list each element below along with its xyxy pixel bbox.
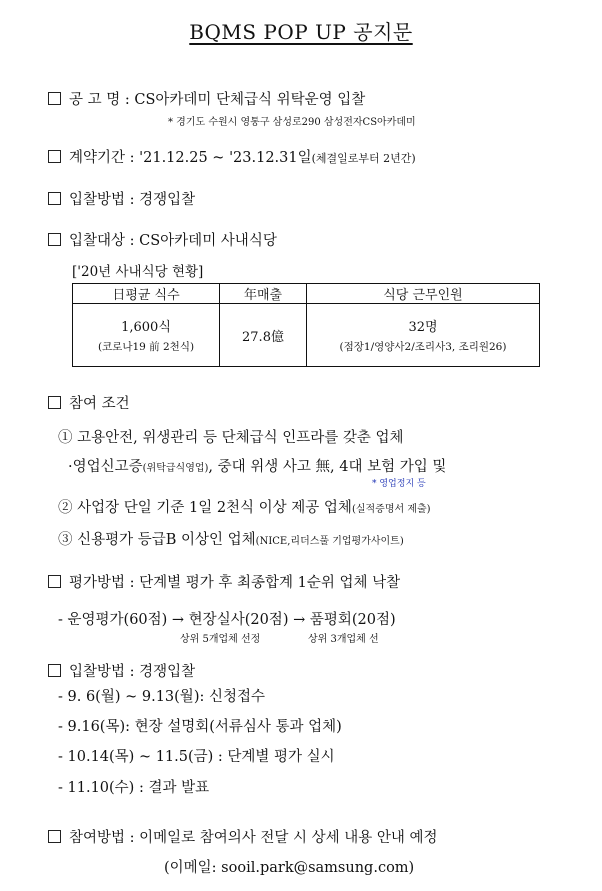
table-header-staff: 식당 근무인원 (307, 284, 540, 304)
participation-method-row (48, 826, 438, 847)
checkbox-icon (48, 575, 61, 588)
schedule-row (48, 660, 195, 681)
cafeteria-caption: ['20년 사내식당 현황] (72, 264, 204, 280)
schedule-label: 입찰방법 : (69, 664, 140, 680)
evaluation-row (48, 571, 400, 592)
list-item: - 11.10(수) : 결과 발표 (58, 780, 210, 796)
participation-method-label: 참여방법 : (69, 830, 140, 846)
notice-address: * 경기도 수원시 영통구 삼성로290 삼성전자CS아카데미 (168, 117, 416, 128)
condition-3-paren: (NICE,리더스풀 기업평가사이트) (255, 536, 404, 547)
condition-3-text: ③ 신용평가 등급B 이상인 업체 (58, 532, 256, 548)
condition-1-sub (68, 455, 446, 476)
participation-method-value: 이메일로 참여의사 전달 시 상세 내용 안내 예정 (139, 830, 438, 846)
condition-1-sub-b: , 중대 위생 사고 無, 4대 보험 가입 및 (208, 459, 447, 475)
staff-value: 32명 (408, 320, 438, 335)
page-title: BQMS POP UP 공지문 (189, 20, 413, 44)
bid-target-label: 입찰대상 : (69, 233, 140, 249)
checkbox-icon (48, 664, 61, 677)
contract-period-label: 계약기간 : (69, 150, 140, 166)
bid-method-row (48, 188, 195, 209)
bid-target-row (48, 229, 277, 250)
table-header-row (73, 284, 540, 304)
condition-1: ① 고용안전, 위생관리 등 단체급식 인프라를 갖춘 업체 (58, 430, 404, 446)
checkbox-icon (48, 396, 61, 409)
notice-name-value: CS아카데미 단체급식 위탁운영 입찰 (134, 92, 366, 108)
meals-value: 1,600식 (121, 320, 171, 335)
checkbox-icon (48, 830, 61, 843)
contact-email: (이메일: sooil.park@samsung.com) (164, 860, 415, 876)
meals-note: (코로나19 前 2천식) (97, 341, 195, 353)
meals-cell (73, 304, 220, 367)
cafeteria-status-table (72, 283, 540, 367)
condition-1-note: * 영업정지 등 (372, 479, 426, 489)
evaluation-label: 평가방법 : (69, 575, 140, 591)
notice-name-label: 공 고 명 : (69, 92, 135, 108)
bid-target-value: CS아카데미 사내식당 (139, 233, 277, 249)
condition-2-text: ② 사업장 단일 기준 1일 2천식 이상 제공 업체 (58, 500, 352, 516)
participation-heading: 참여 조건 (69, 396, 130, 412)
sales-value: 27.8億 (220, 304, 307, 367)
list-item: - 10.14(목) ~ 11.5(금) : 단계별 평가 실시 (58, 749, 335, 765)
list-item: - 9. 6(월) ~ 9.13(월): 신청접수 (58, 689, 265, 705)
list-item: - 9.16(목): 현장 설명회(서류심사 통과 업체) (58, 719, 342, 735)
staff-cell (307, 304, 540, 367)
participation-heading-row (48, 392, 130, 413)
contract-period-note: (체결일로부터 2년간) (311, 152, 416, 165)
checkbox-icon (48, 192, 61, 205)
bid-method-value: 경쟁입찰 (139, 192, 196, 208)
schedule-value: 경쟁입찰 (139, 664, 196, 680)
notice-name-row (48, 88, 365, 109)
condition-1-sub-a: ·영업신고증 (68, 459, 143, 475)
condition-1-sub-paren: (위탁급식영업) (142, 463, 209, 474)
table-row (73, 304, 540, 367)
checkbox-icon (48, 233, 61, 246)
table-header-meals: 日평균 식수 (73, 284, 220, 304)
table-header-sales: 年매출 (220, 284, 307, 304)
condition-2-paren: (실적증명서 제출) (351, 504, 431, 515)
condition-3 (58, 528, 404, 549)
contract-period-value: '21.12.25 ~ '23.12.31일 (139, 150, 312, 166)
evaluation-note-1: 상위 5개업체 선정 (180, 634, 261, 645)
checkbox-icon (48, 92, 61, 105)
contract-period-row (48, 146, 416, 167)
evaluation-value: 단계별 평가 후 최종합계 1순위 업체 낙찰 (139, 575, 401, 591)
checkbox-icon (48, 150, 61, 163)
condition-2 (58, 496, 431, 517)
bid-method-label: 입찰방법 : (69, 192, 140, 208)
evaluation-flow: - 운영평가(60점) → 현장실사(20점) → 품평회(20점) (58, 612, 396, 628)
evaluation-note-2: 상위 3개업체 선 (308, 634, 379, 645)
staff-note: (점장1/영양사2/조리사3, 조리원26) (339, 341, 507, 353)
